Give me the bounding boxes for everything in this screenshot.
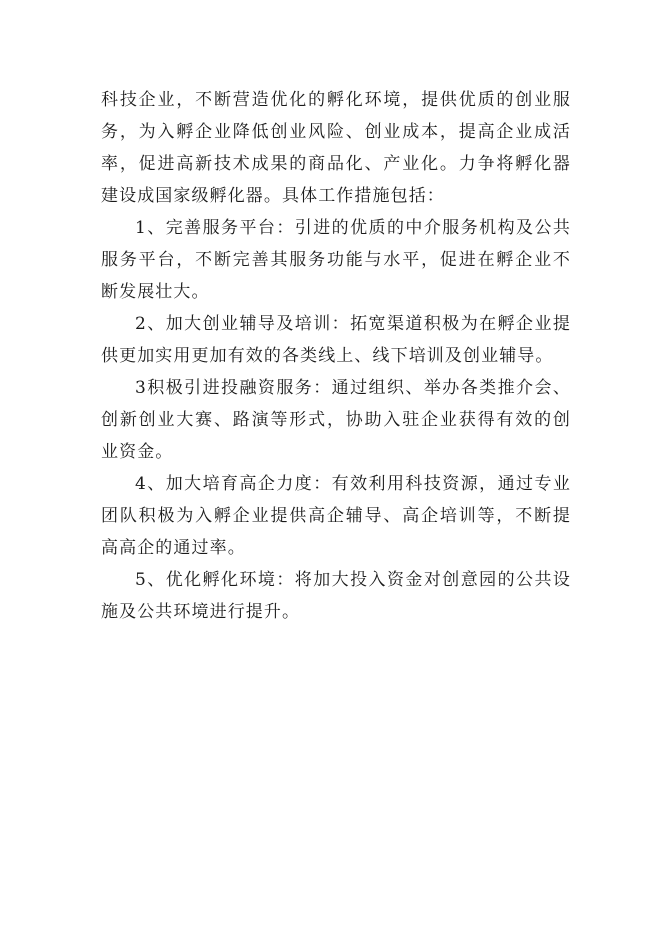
intro-paragraph: 科技企业，不断营造优化的孵化环境，提供优质的创业服务，为入孵企业降低创业风险、创业成本，提高企业成活率，促进高新技术成果的商品化、产业化。力争将孵化器建设成国家级孵化器。具体工作措施包括： bbox=[101, 90, 571, 206]
measure-5-paragraph: 5、优化孵化环境：将加大投入资金对创意园的公共设施及公共环境进行提升。 bbox=[101, 570, 571, 622]
measure-3-paragraph: 3积极引进投融资服务：通过组织、举办各类推介会、创新创业大赛、路演等形式，协助入驻企业获得有效的创业资金。 bbox=[101, 378, 571, 462]
measure-2-paragraph: 2、加大创业辅导及培训：拓宽渠道积极为在孵企业提供更加实用更加有效的各类线上、线下培训及创业辅导。 bbox=[101, 314, 571, 366]
document-body bbox=[101, 84, 571, 628]
measure-1-paragraph: 1、完善服务平台：引进的优质的中介服务机构及公共服务平台，不断完善其服务功能与水平，促进在孵企业不断发展壮大。 bbox=[101, 218, 571, 302]
measure-4-paragraph: 4、加大培育高企力度：有效利用科技资源，通过专业团队积极为入孵企业提供高企辅导、高企培训等，不断提高高企的通过率。 bbox=[101, 474, 571, 558]
